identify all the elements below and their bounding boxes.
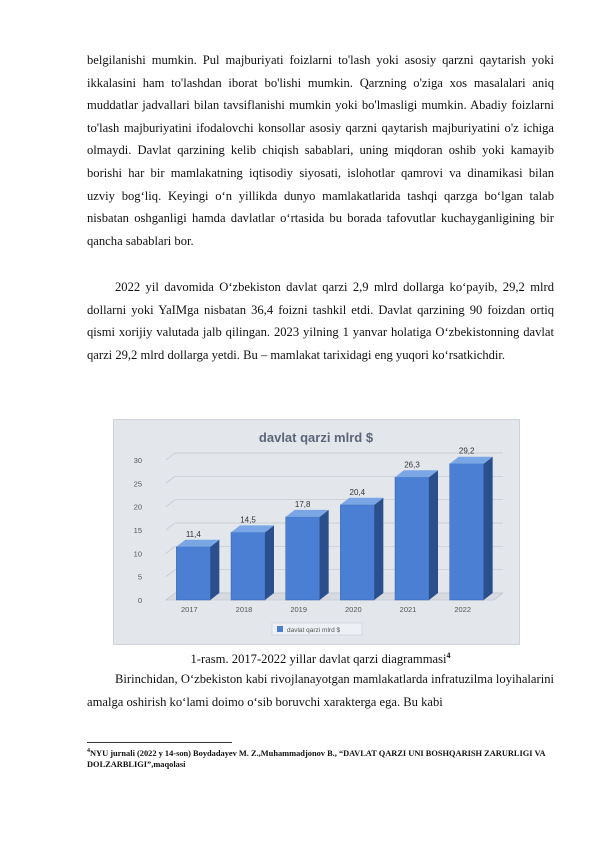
- figure-caption: [87, 647, 554, 668]
- bar-side: [320, 510, 329, 600]
- data-label: 17,8: [294, 499, 311, 509]
- data-label: 29,2: [458, 446, 475, 456]
- bar-side: [484, 457, 493, 600]
- debt-bar-chart: [113, 419, 520, 645]
- gridline-depth: [166, 500, 175, 507]
- bar-side: [265, 525, 274, 600]
- footnote-divider: [87, 742, 232, 743]
- bar: [450, 464, 484, 600]
- paragraph-debt-2022: 2022 yil davomida O‘zbekiston davlat qarzi 2,9 mlrd dollarga ko‘payib, 29,2 mlrd dollarni yoki YaIMga nisbatan 36,4 foizni tashkil etdi. Davlat qarzining 90 foizdan ortiq qismi xorijiy valutada jalb qilingan. 2023 yilning 1 yanvar holatiga O‘zbekistonning davlat qarzi 29,2 mlrd dollarga yetdi. Bu – mamlakat tarixidagi eng yuqori ko‘rsatkichdir.: [87, 280, 554, 362]
- y-tick-label: 15: [133, 526, 142, 535]
- gridline-depth: [166, 546, 175, 553]
- footnote: [87, 746, 557, 770]
- paragraph-intro: belgilanishi mumkin. Pul majburiyati foizlarni to'lash yoki asosiy qarzni qaytarish yoki ikkalasini ham to'lashdan iborat bo'lishi mumkin. Qarzning o'ziga xos masalalari aniq muddatlar jadvallari bilan tavsiflanishi mumkin yoki bo'lmasligi mumkin. Abadiy foizlarni to'lash majburiyatini ifodalovchi konsollar asosiy qarzni qaytarish majburiyatini o'z ichiga olmaydi. Davlat qarzining kelib chiqish sabablari, uning miqdoran oshib yoki kamayib borishi har bir mamlakatning iqtisodiy siyosati, islohotlar qamrovi va dinamikasi bilan uzviy bog‘liq. Keyingi o‘n yillikda dunyo mamlakatlarida tashqi qarzga bo‘lgan talab nisbatan oshganligi hamda davlatlar o‘rtasida bu borada tafovutlar kuchayganligining bir qancha sabablari bor.: [87, 53, 554, 248]
- bar-side: [210, 540, 219, 600]
- x-tick-label: 2018: [235, 605, 253, 614]
- data-label: 14,5: [240, 515, 256, 525]
- footnote-text: NYU jurnali (2022 y 14-son) Boydadayev M. Z.,Muhammadjonov B., “DAVLAT QARZI UNI BOSHQARISH ZARURLIGI VA DOLZARBLIGI”,maqolasi: [87, 748, 546, 769]
- bar: [231, 532, 265, 600]
- chart-title: davlat qarzi mlrd $: [258, 430, 374, 445]
- legend-swatch: [277, 626, 283, 632]
- y-tick-label: 30: [133, 456, 142, 465]
- footnote-reference[interactable]: 4: [446, 651, 451, 660]
- gridline-depth: [166, 453, 175, 460]
- figure-caption-text: 1-rasm. 2017-2022 yillar davlat qarzi diagrammasi: [190, 652, 447, 667]
- paragraph-first-reason: Birinchidan, O‘zbekiston kabi rivojlanayotgan mamlakatlarda infratuzilma loyihalarini amalga oshirish ko‘lami doimo o‘sib boruvchi xarakterga ega. Bu kabi: [87, 672, 554, 709]
- gridline-depth: [166, 476, 175, 483]
- y-tick-label: 0: [137, 596, 142, 605]
- footnote-marker: 4: [87, 748, 90, 754]
- x-tick-label: 2021: [399, 605, 417, 614]
- bar: [286, 517, 320, 600]
- data-label: 20,4: [349, 487, 366, 497]
- bar: [340, 505, 374, 600]
- chart-svg: [114, 420, 519, 644]
- y-tick-label: 5: [137, 572, 142, 582]
- x-tick-label: 2019: [290, 605, 308, 614]
- data-label: 11,4: [185, 529, 201, 539]
- bar-side: [429, 470, 438, 600]
- data-label: 26,3: [404, 460, 420, 470]
- x-tick-label: 2017: [180, 605, 198, 614]
- bar: [395, 477, 429, 600]
- x-tick-label: 2022: [454, 605, 472, 614]
- bar-side: [374, 498, 383, 600]
- bar: [176, 547, 210, 600]
- gridline-depth: [166, 523, 175, 530]
- legend-label: davlat qarzi mlrd $: [287, 627, 341, 634]
- y-tick-label: 10: [133, 549, 142, 559]
- y-tick-label: 20: [133, 502, 142, 512]
- y-tick-label: 25: [133, 479, 142, 489]
- x-tick-label: 2020: [344, 605, 362, 614]
- gridline-depth: [166, 570, 175, 577]
